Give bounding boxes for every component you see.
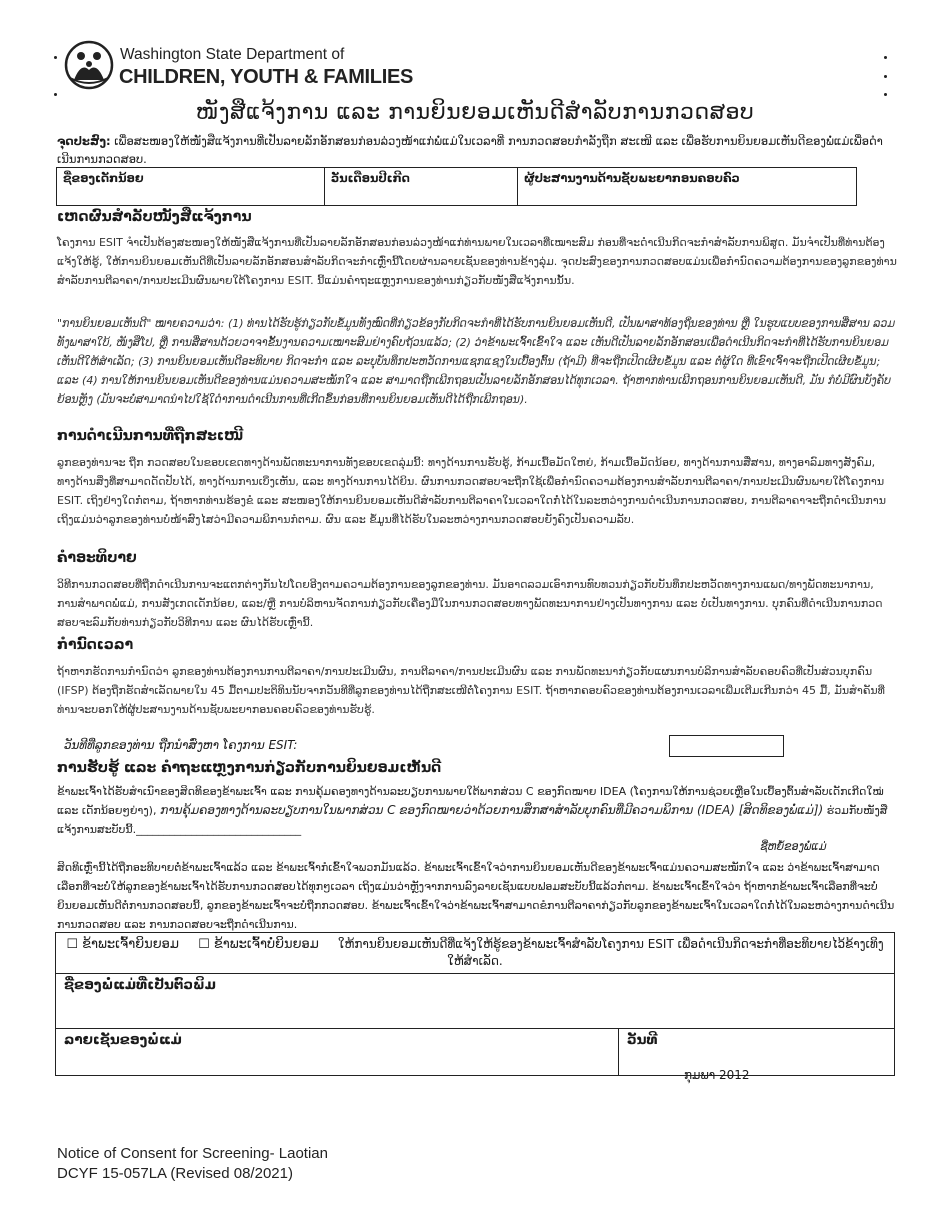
form-title: Notice of Consent for Screening- Laotian (57, 1145, 328, 1162)
proposed-action-paragraph: ລູກຂອງທ່ານຈະ ຖືກ ກວດສອບໃນຂອບເຂດທາງດ້ານພັດທະນາການທັງຂອບເຂດລຸ່ມນີ້: ທາງດ້ານການຮັບຮູ້, ກ້າມເນື້ອມັດໃຫຍ່, ກ້າມເນື້ອມັດນ້ອຍ, ທາງດ້ານການສື່ສານ, ທາງອາລົມທາງສັງຄົມ, ທາງດ້ານສິ່ງທີ່ສາມາດດັດປັບໄດ້, ທາງດ້ານການເບິ່ງເຫັນ, ແລະ ທາງດ້ານການໄດ້ຍິນ. ຜົນການກວດສອບຈະຖືກໃຊ້ເພື່ອກໍານົດຄວາມຕ້ອງການສໍາລັບການຕີລາຄາ/ການປະເມີນຜົນພາຍໃຕ້ໂຄງການ ESIT. ເຖິງຢ່າງໃດກໍຕາມ, ຖ້າຫາກທ່ານຮ້ອງຂໍ ແລະ ສະໜອງໃຫ້ການຍິນຍອມເຫັນດີສໍາລັບການຕີລາຄາໃນເວລາໃດກໍ່ໄດ້ໃນລະຫວ່າງການດໍາເນີນການກວດສອບ, ການຕີລາຄາຈະຖືກດໍາເນີນການ ເຖິງແມ່ນວ່າລູກຂອງທ່ານບໍ່ໜ້າສົງໄສວ່າມີຄວາມພິການກໍຕາມ. ຜົນ ແລະ ຂໍ້ມູນທີ່ໄດ້ຮັບໃນລະຫວ່າງການກວດສອບຍັງຄົງເປັນຄວາມລັບ. (57, 456, 886, 526)
dcyf-logo (64, 40, 414, 96)
signature-date-label: ວັນທີ (627, 1032, 658, 1048)
parent-initials-caption: ຊື່ຫຍໍ້ຂອງພໍ່ແມ່ (760, 840, 827, 853)
disagree-checkbox[interactable]: ☐ ຂ້າພະເຈົ້າບໍ່ຍິນຍອມ (198, 937, 319, 952)
signature-date-field[interactable] (619, 1029, 895, 1076)
child-name-label: ຊື່ຂອງເດັກນ້ອຍ (63, 171, 144, 185)
parent-signature-field[interactable] (56, 1029, 619, 1076)
timeline-paragraph: ຖ້າຫາກຮັດການກໍານົດວ່າ ລູກຂອງທ່ານຕ້ອງການການຕີລາຄາ/ການປະເມີນຜົນ, ການຕີລາຄາ/ການປະເມີນຜົນ ແລະ ການພັດທະນາກ່ຽວກັບແຜນການບໍລິການສໍາລັບຄອບຄົວທີ່ເປັນສ່ວນບຸກຄົນ (IFSP) ຕ້ອງຖືກຮັດສໍາເລັດພາຍໃນ 45 ມື້ຕາມປະຕິທິນນັບຈາກວັນທີທີ່ລູກຂອງທ່ານໄດ້ຖືກສະເໜີຕໍ່ໂຄງການ ESIT. ຖ້າຫາກຄອບຄົວຂອງທ່ານຕ້ອງການເວລາເພີ່ມເຕີມເກີນກວ່າ 45 ມື້, ມັນສໍາຄັນທີ່ທ່ານຈະບອກໃຫ້ຜູ້ປະສານງານດ້ານຊັບພະຍາກອນຄອບຄົວຂອງທ່ານຮັບຮູ້. (57, 665, 885, 716)
registration-dot (54, 93, 57, 96)
coordinator-label: ຜູ້ປະສານງານດ້ານຊັບພະຍາກອນຄອບຄົວ (524, 171, 740, 185)
parent-name-label: ຊື່ຂອງພໍ່ແມ່ທີ່ເປັນຕົວພິມ (64, 977, 216, 993)
ack-text: ຂ້າພະເຈົ້າໄດ້ຮັບສໍາເນົາຂອງສິດທິຂອງຂ້າພະເຈົ້າ ແລະ ການຄຸ້ມຄອງທາງດ້ານລະບຽບການພາຍໃຕ້ພາກສ່ວນ C ຂອງກົດໝາຍ IDEA (ໂຄງການໃຫ້ການຊ່ວຍເຫຼືອໃນເບື້ອງຕົ້ນສໍາລັບເດັກເກີດໃໝ່ ແລະ ເດັກນ້ອຍໆຍ່າງ), (57, 785, 884, 817)
referral-date-label: ວັນທີທີ່ລູກຂອງທ່ານ ຖືກນໍາສົ່ງຫາ ໂຄງການ ESIT: (64, 738, 298, 752)
dob-label: ວັນເດືອນປີເກີດ (331, 171, 410, 185)
description-heading: ຄໍາອະທິບາຍ (57, 550, 137, 566)
parent-name-field[interactable] (56, 974, 895, 1029)
form-number: DCYF 15-057LA (Revised 08/2021) (57, 1165, 293, 1182)
description-paragraph: ວິທີການກວດສອບທີ່ຖືກດໍາເນີນການຈະແຕກຕ່າງກັນໄປໂດຍອີງຕາມຄວາມຕ້ອງການຂອງລູກຂອງທ່ານ. ມັນອາດລວມເອົາການທົບທວນກ່ຽວກັບບັນທຶກປະຫວັດທາງການແພດ/ທາງພັດທະນາການ, ການສໍາພາດພໍ່ແມ່, ການສັງເກດເດັກນ້ອຍ, ແລະ/ຫຼື ການບໍລິຫານຈັດການກ່ຽວກັບເຄື່ອງມືໃນການກວດສອບທາງພັດທະນາການຢ່າງເປັນທາງການ ແລະ ບໍ່ເປັນທາງການ. ບຸກຄົນທີ່ດໍາເນີນການກວດສອບຈະລົມກັບທ່ານກ່ຽວກັບວິທີການ ແລະ ຜົນໄດ້ຮັບເຫຼົ່ານີ້. (57, 578, 883, 629)
purpose-text: ເພື່ອສະໜອງໃຫ້ໜັງສືແຈ້ງການທີ່ເປັນລາຍລັກອັກສອນກ່ອນລ່ວງໜ້າແກ່ພໍ່ແມ່ໃນເວລາທີ່ ການກວດສອບກໍາລັງຖືກ ສະເໜີ ແລະ ເພື່ອຮັບການຍິນຍອມເຫັນດີຂອງພໍ່ແມ່ເພື່ອດໍາເນີນການກວດສອບ. (57, 134, 883, 166)
child-name-field[interactable] (57, 168, 325, 206)
ack-initials-line[interactable]: ຮ່ວມກັບໜັງສືແຈ້ງການສະບັບນີ້.______________________________ (57, 804, 888, 836)
revision-date: ກຸມພາ 2012 (684, 1068, 750, 1082)
referral-date-field[interactable] (669, 735, 784, 757)
org-name-line2: CHILDREN, YOUTH & FAMILIES (119, 66, 414, 88)
document-title: ໜັງສືແຈ້ງການ ແລະ ການຍິນຍອມເຫັນດີສໍາລັບການກວດສອບ (195, 100, 755, 125)
ack-rights-title: ການຄຸ້ມຄອງທາງດ້ານລະບຽບການໃນພາກສ່ວນ C ຂອງກົດໝາຍວ່າດ້ວຍການສຶກສາສໍາລັບບຸກຄົນທີ່ມີຄວາມພິການ (IDEA) [ສິດທິຂອງພໍ່ແມ່]) (156, 803, 824, 817)
consent-table (55, 932, 895, 1076)
parent-signature-label: ລາຍເຊັນຂອງພໍ່ແມ່ (64, 1032, 182, 1048)
coordinator-field[interactable] (518, 168, 857, 206)
dob-field[interactable] (325, 168, 518, 206)
acknowledgement-paragraph-2: ສິດທິເຫຼົ່ານີ້ໄດ້ຖືກອະທິບາຍຕໍ່ຂ້າພະເຈົ້າແລ້ວ ແລະ ຂ້າພະເຈົ້າກໍເຂົ້າໃຈພວກມັນແລ້ວ. ຂ້າພະເຈົ້າເຂົ້າໃຈວ່າການຍິນຍອມເຫັນດີຂອງຂ້າພະເຈົ້າແມ່ນຄວາມສະໝັກໃຈ ແລະ ວ່າຂ້າພະເຈົ້າສາມາດເລືອກທີ່ຈະບໍ່ໃຫ້ລູກຂອງຂ້າພະເຈົ້າໄດ້ຮັບການກວດສອບໄດ້ທຸກໆເວລາ ເຖິງແມ່ນວ່າຫຼັງຈາກການລົງລາຍເຊັນແບບຟອມສະບັບນີ້ແລ້ວກໍຕາມ. ຂ້າພະເຈົ້າເຂົ້າໃຈວ່າ ຖ້າຫາກຂ້າພະເຈົ້າເລືອກທີ່ຈະບໍ່ຍິນຍອມເຫັນດີຕໍ່ການກວດສອບນີ້, ລູກຂອງຂ້າພະເຈົ້າຈະບໍ່ຖືກກວດສອບ. ຂ້າພະເຈົ້າເຂົ້າໃຈວ່າຂ້າພະເຈົ້າສາມາດຂໍການຕີລາຄາກ່ຽວກັບລູກຂອງຂ້າພະເຈົ້າໃນເວລາໃດກໍ່ໄດ້ໃນລະຫວ່າງການດໍາເນີນການກວດສອບ ແລະ ການກວດສອບຈະຖືກດໍາເນີນການ. (57, 861, 895, 931)
consent-definition-paragraph: "ການຍິນຍອມເຫັນດີ" ໝາຍຄວາມວ່າ: (1) ທ່ານໄດ້ຮັບຮູ້ກ່ຽວກັບຂໍ້ມູນທັງໝົດທີ່ກ່ຽວຂ້ອງກັບກິດຈະກໍາທີ່ໄດ້ຮັບການຍິນຍອມເຫັນດີ, ເປັນພາສາທ້ອງຖິ່ນຂອງທ່ານ ຫຼື ໃນຮູບແບບຂອງການສື່ສານ ລວມທັງພາສາໃບ້, ໜັງສືໂປ, ຫຼື ການສື່ສານດ້ວຍວາຈາຂັ້ນງານຄວາມເໝາະສົມຢ່າງຄົບຖ້ວນແລ້ວ; (2) ວ່າຂ້າພະເຈົ້າເຂົ້າໃຈ ແລະ ເຫັນດີເປັນລາຍລັກອັກສອນເພື່ອດໍາເນີນກິດຈະກໍາທີ່ໄດ້ຮັບການຍິນຍອມເຫັນດີໃຫ້ສໍາເລັດ; (3) ການຍິນຍອມເຫັນດີອະທິບາຍ ກິດຈະກໍາ ແລະ ລະບຸບັນທຶກປະຫວັດການແຊກແຊງໃນເບື້ອງຕົ້ນ (ຖ້າມີ) ທີ່ຈະຖືກເປີດເຜີຍຂໍ້ມູນ ແລະ ຕໍ່ຜູ້ໃດ ທີ່ເຂົາເຈົ້າຈະຖືກເປີດເຜີຍຂໍ້ມູນ; ແລະ (4) ການໃຫ້ການຍິນຍອມເຫັນດີຂອງທ່ານແມ່ນຄວາມສະໝັກໃຈ ແລະ ສາມາດຖືກເພີກຖອນເປັນລາຍລັກອັກສອນໄດ້ທຸກເວລາ. ຖ້າຫາກທ່ານເພີກຖອນການຍິນຍອມເຫັນດີ, ມັນ ກໍບໍ່ມີຜົນບັງຄັບຍ້ອນຫຼັງ (ມັນຈະບໍ່ສາມາດນໍາໄປໃຊ້ໃດໍາການດໍາເນີນການທີ່ເກີດຂຶ້ນກ່ອນທີ່ການຍິນຍອມເຫັນດີໄດ້ຖືກເພີກຖອນ). (57, 317, 896, 406)
acknowledgement-heading: ການຮັບຮູ້ ແລະ ຄໍາຖະແຫຼງການກ່ຽວກັບການຍິນຍອມເຫັນດີ (57, 760, 442, 776)
consent-choice-row (56, 933, 895, 974)
purpose-statement (57, 132, 897, 168)
purpose-label: ຈຸດປະສົງ: (57, 134, 111, 148)
proposed-action-heading: ການດໍາເນີນການທີ່ຖືກສະເໜີ (57, 428, 244, 444)
timeline-heading: ກໍານົດເວລາ (57, 637, 134, 653)
org-name-line1: Washington State Department of (120, 46, 345, 63)
registration-dot (884, 56, 887, 59)
child-info-table (56, 167, 857, 206)
form-footer (57, 1144, 328, 1184)
acknowledgement-paragraph (57, 782, 897, 839)
notice-heading: ເຫດຜົນສໍາລັບໜັງສືແຈ້ງການ (57, 209, 252, 225)
notice-paragraph: ໂຄງການ ESIT ຈໍາເປັນຕ້ອງສະໜອງໃຫ້ໜັງສືແຈ້ງການທີ່ເປັນລາຍລັກອັກສອນກ່ອນລ່ວງໜ້າແກ່ທ່ານພາຍໃນເວລາທີ່ເໝາະສົມ ກ່ອນທີ່ຈະດໍາເນີນກິດຈະກໍາສໍາລັບການພິສູດ. ມັນຈໍາເປັນທີ່ທ່ານຕ້ອງແຈ້ງໃຫ້ຮູ້, ໃຫ້ການຍິນຍອມເຫັນດີທີ່ເປັນລາຍລັກອັກສອນສໍາລັບກິດຈະກໍາເຫຼົ່ານີ້ໂດຍຜ່ານລາຍເຊັນຂອງທ່ານຂ້າງລຸ່ມ. ຈຸດປະສົງຂອງການກວດສອບແມ່ນເພື່ອກໍານົດຄວາມຕ້ອງການຂອງລູກຂອງທ່ານສໍາລັບການຕີລາຄາ/ການປະເມີນຜົນພາຍໃຕ້ໂຄງການ ESIT. ນີ້ແມ່ນຄໍາຖະແຫຼງການຂອງທ່ານກ່ຽວກັບໜັງສືແຈ້ງການນັ້ນ. (57, 236, 897, 287)
registration-dot (884, 93, 887, 96)
agree-checkbox[interactable]: ☐ ຂ້າພະເຈົ້າຍິນຍອມ (66, 937, 179, 952)
registration-dot (54, 56, 57, 59)
family-logo-icon (64, 40, 114, 90)
registration-dot (884, 75, 887, 78)
consent-statement: ໃຫ້ການຍິນຍອມເຫັນດີທີ່ແຈ້ງໃຫ້ຮູ້ຂອງຂ້າພະເຈົ້າສໍາລັບໂຄງການ ESIT ເພື່ອດໍາເນີນກິດຈະກໍາທີ່ອະທິບາຍໄວ້ຂ້າງເທິງໃຫ້ສໍາເລັດ. (337, 937, 884, 968)
